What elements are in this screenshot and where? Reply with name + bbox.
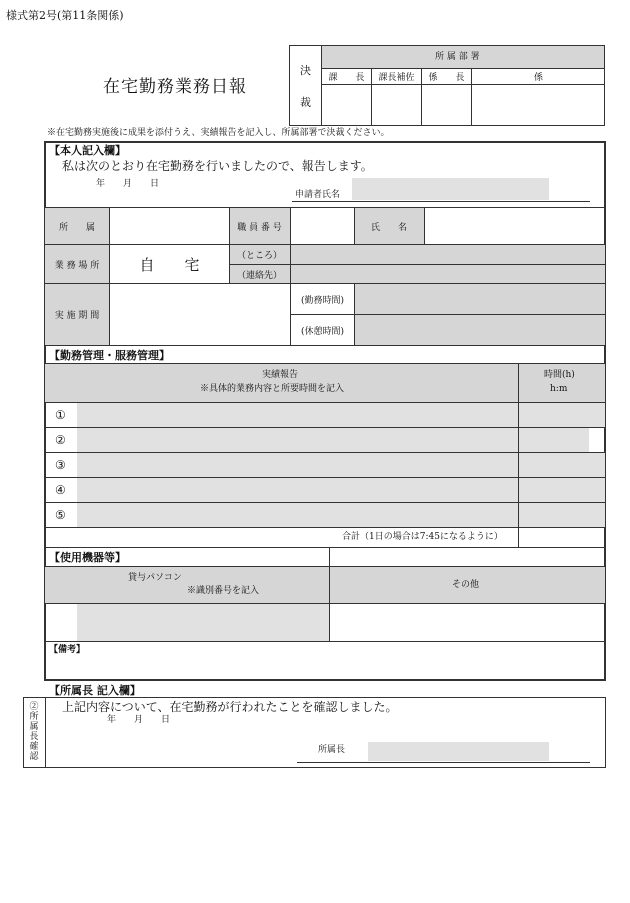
address-label: （ところ） (236, 251, 282, 261)
report-content-field[interactable] (77, 478, 518, 502)
approval-col-deputy: 課長補佐 (378, 73, 415, 83)
report-content-field[interactable] (77, 453, 518, 477)
section-attendance-heading: 【勤務管理・服務管理】 (49, 349, 170, 362)
section-chief-heading: 【所属長 記入欄】 (49, 684, 141, 697)
time-header-unit: h:m (550, 384, 568, 394)
chief-name-field[interactable] (368, 742, 549, 761)
pc-id-field[interactable] (77, 604, 329, 641)
stamp-cell-staff[interactable] (472, 85, 604, 125)
chief-date: 年 月 日 (107, 715, 171, 725)
page-title: 在宅勤務業務日報 (103, 77, 247, 97)
time-header: 時間(h) (544, 370, 575, 380)
affiliation-field[interactable] (110, 208, 229, 244)
total-label: 合計（1日の場合は7:45になるように） (342, 532, 503, 542)
other-equipment-field[interactable] (330, 604, 605, 641)
section-self-heading: 【本人記入欄】 (49, 144, 126, 157)
name-field[interactable] (425, 208, 605, 244)
break-hours-field[interactable] (355, 315, 605, 345)
break-hours-label: (休憩時間) (300, 326, 345, 337)
report-header-note: ※具体的業務内容と所要時間を記入 (200, 384, 345, 394)
staff-number-label: 職 員 番 号 (237, 222, 282, 233)
approval-col-subchief: 係 長 (428, 73, 465, 83)
address-field[interactable] (291, 245, 605, 264)
applicant-label: 申請者氏名 (295, 190, 341, 200)
report-time-field[interactable] (519, 503, 605, 527)
row-number: ③ (55, 458, 66, 472)
staff-number-field[interactable] (291, 208, 354, 244)
name-label: 氏 名 (370, 222, 407, 233)
approval-label-1: 決 (300, 64, 311, 77)
stamp-cell-subchief[interactable] (422, 85, 471, 125)
stamp-cell-deputy[interactable] (372, 85, 421, 125)
report-content-field[interactable] (77, 403, 518, 427)
self-date: 年 月 日 (96, 179, 160, 189)
work-hours-label: (勤務時間) (300, 295, 345, 306)
self-statement: 私は次のとおり在宅勤務を行いましたので、報告します。 (62, 159, 373, 173)
work-hours-field[interactable] (355, 284, 605, 314)
instruction-note: ※在宅勤務実施後に成果を添付うえ、実績報告を記入し、所属部署で決裁ください。 (47, 128, 390, 138)
row-number: ① (55, 408, 66, 422)
approval-col-staff: 係 (533, 73, 543, 83)
report-time-field[interactable] (519, 403, 605, 427)
work-place-label: 業 務 場 所 (54, 260, 100, 271)
report-content-field[interactable] (77, 503, 518, 527)
chief-statement: 上記内容について、在宅勤務が行われたことを確認しました。 (62, 700, 398, 714)
report-time-field[interactable] (519, 478, 605, 502)
report-time-field[interactable] (519, 453, 605, 477)
period-label: 実 施 期 間 (54, 311, 100, 321)
contact-field[interactable] (291, 265, 605, 283)
total-time-field[interactable] (519, 528, 605, 547)
other-header: その他 (452, 580, 480, 590)
report-time-field[interactable] (519, 428, 589, 452)
stamp-cell-chief[interactable] (322, 85, 371, 125)
chief-side-label: ②所属長確認 (29, 702, 39, 762)
approval-label-2: 裁 (300, 96, 311, 109)
report-header: 実績報告 (262, 370, 299, 380)
remarks-label: 【備考】 (49, 645, 86, 655)
form-number: 様式第2号(第11条関係) (6, 9, 124, 22)
period-field[interactable] (110, 284, 290, 345)
report-content-field[interactable] (77, 428, 518, 452)
pc-header-note: ※識別番号を記入 (187, 586, 260, 596)
pc-header: 貸与パソコン (128, 573, 182, 583)
remarks-field[interactable] (46, 658, 604, 679)
work-place-value: 自 宅 (139, 255, 200, 274)
affiliation-label: 所 属 (58, 222, 95, 233)
chief-name-label: 所属長 (318, 745, 346, 755)
row-number: ④ (55, 483, 66, 497)
row-number: ② (55, 433, 66, 447)
approval-col-chief: 課 長 (328, 73, 365, 83)
section-equipment-heading: 【使用機器等】 (49, 551, 126, 564)
applicant-name-field[interactable] (352, 178, 549, 200)
contact-label: （連絡先） (236, 270, 282, 281)
dept-header: 所 属 部 署 (435, 52, 480, 62)
row-number: ⑤ (55, 508, 66, 522)
